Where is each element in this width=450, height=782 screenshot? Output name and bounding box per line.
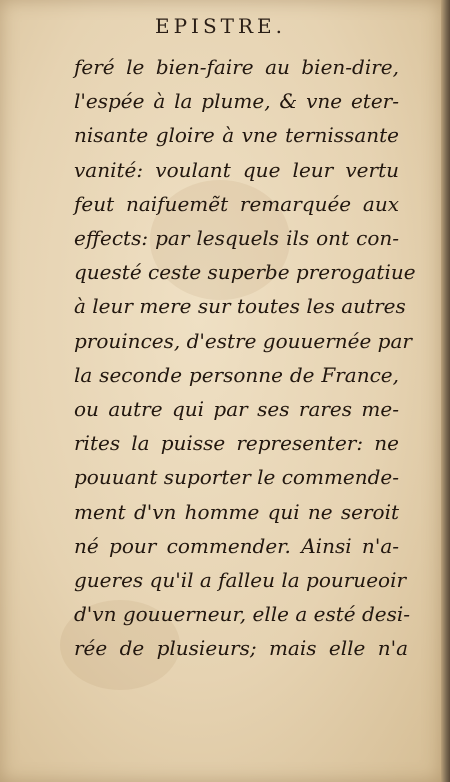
text-line: l'espée à la plume, & vne eter- bbox=[74, 89, 399, 114]
text-line: la seconde personne de France, bbox=[74, 362, 399, 387]
body-text bbox=[74, 50, 416, 666]
text-line: prouinces, d'estre gouuernée par bbox=[74, 328, 412, 353]
running-head: EPISTRE. bbox=[154, 14, 286, 38]
text-line: feut naifuemẽt remarquée aux bbox=[74, 191, 399, 216]
text-line: questé ceste superbe prerogatiue bbox=[74, 260, 416, 285]
text-line: rée de plusieurs; mais elle n'a bbox=[74, 636, 408, 661]
text-line: d'vn gouuerneur, elle a esté desi- bbox=[74, 602, 411, 627]
text-line: pouuant suporter le commende- bbox=[74, 465, 400, 490]
text-line: ment d'vn homme qui ne seroit bbox=[74, 499, 399, 524]
page-edge bbox=[441, 0, 450, 782]
text-line: ou autre qui par ses rares me- bbox=[74, 397, 399, 422]
text-line: à leur mere sur toutes les autres bbox=[74, 294, 406, 319]
text-line: nisante gloire à vne ternissante bbox=[74, 123, 399, 148]
text-line: vanité: voulant que leur vertu bbox=[74, 157, 399, 182]
text-line: effects: par lesquels ils ont con- bbox=[74, 226, 399, 251]
text-line: né pour commender. Ainsi n'a- bbox=[74, 533, 399, 558]
text-line: gueres qu'il a falleu la pourueoir bbox=[74, 568, 407, 593]
text-line: rites la puisse representer: ne bbox=[74, 431, 399, 456]
text-line: feré le bien-faire au bien-dire, bbox=[74, 55, 399, 79]
